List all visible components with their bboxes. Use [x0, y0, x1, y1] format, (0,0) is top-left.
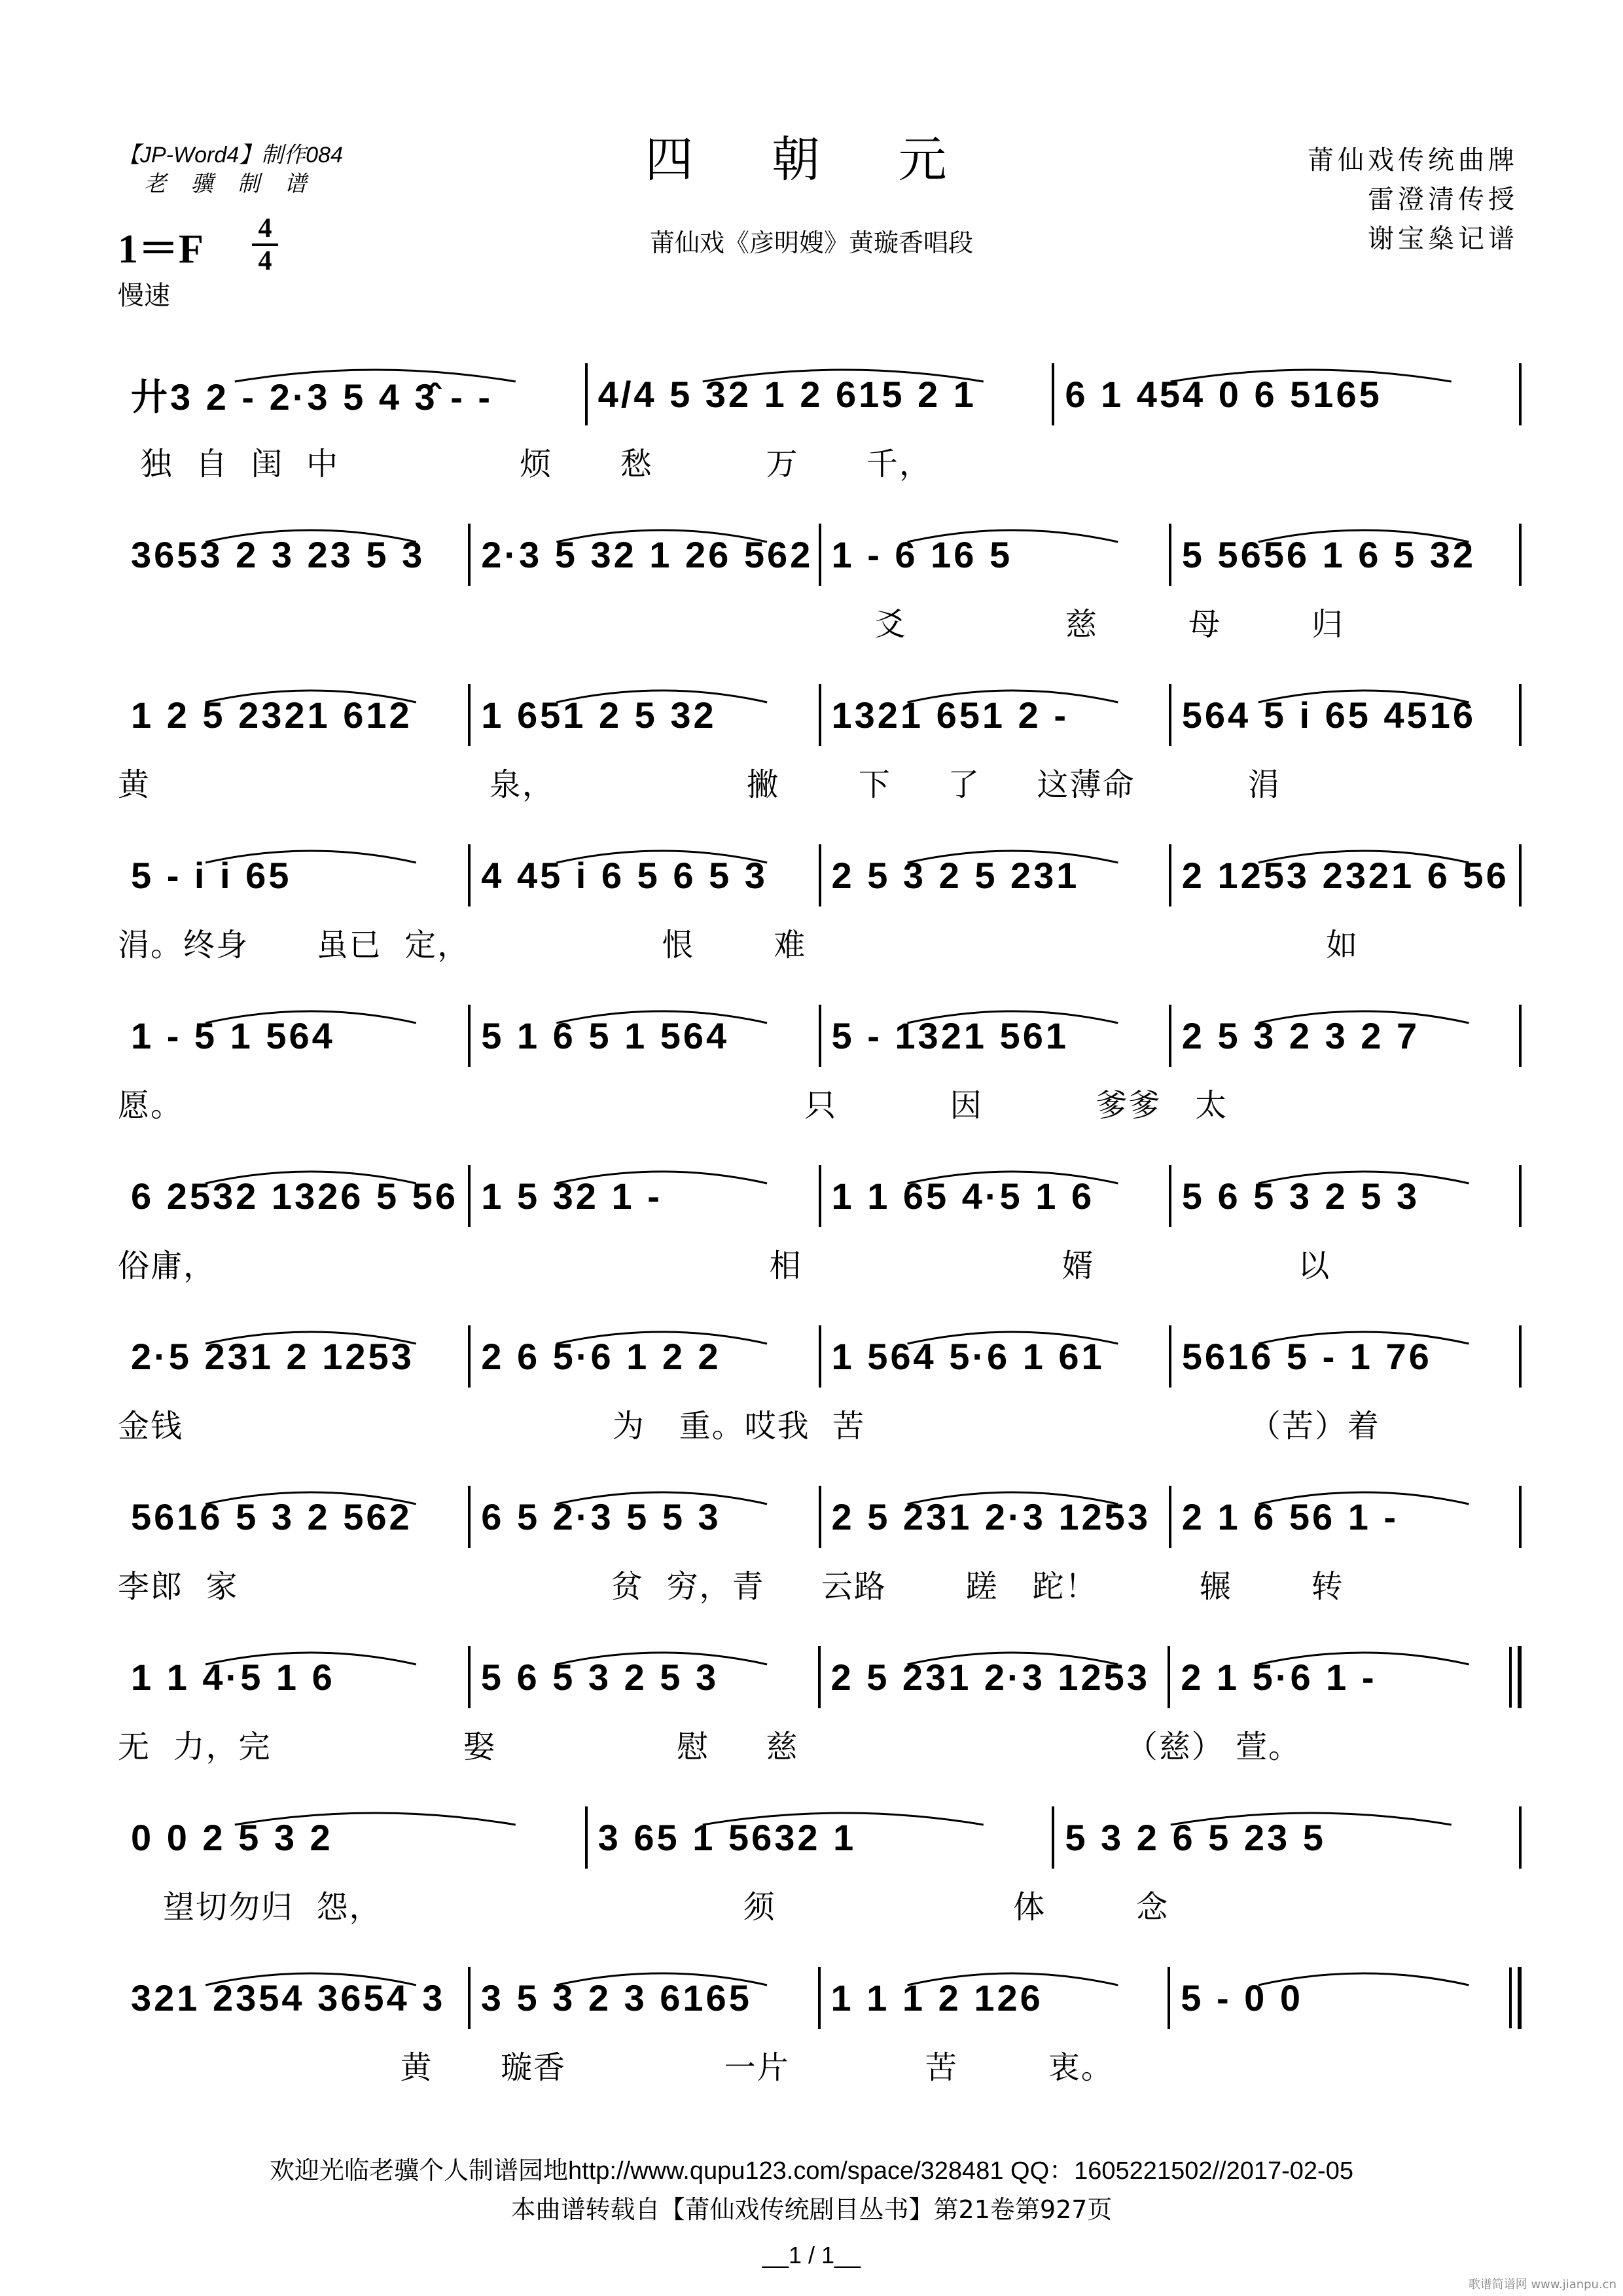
barline	[1519, 1486, 1522, 1548]
measure: 1321 651 2 -	[831, 694, 1069, 736]
measure: 5616 5 3 2 562	[131, 1496, 412, 1537]
measure: 1 - 5 1 564	[131, 1015, 335, 1056]
measure: 4/4 5 32 1 2 615 2 1	[597, 374, 976, 415]
tempo-marking: 慢速	[118, 281, 170, 311]
barline	[1519, 844, 1522, 906]
barline	[1519, 524, 1522, 586]
notation-line	[118, 1165, 1522, 1227]
measure: 2 5 231 2·3 1253	[831, 1496, 1150, 1537]
watermark: 歌谱简谱网 www.jianpu.cn	[1468, 2278, 1616, 2291]
credit-line-3: 谢宝燊记谱	[1368, 224, 1518, 254]
maker-line-1: 【JP-Word4】制作084	[118, 143, 343, 168]
maker-line-2: 老 骥 制 谱	[144, 171, 316, 196]
credits	[1308, 141, 1518, 259]
notation-system	[118, 1325, 1522, 1407]
page-number: __1 / 1__	[762, 2242, 861, 2269]
lyrics-line: 望切勿归 怨， 须 体 念	[118, 1889, 1169, 1926]
notation-system	[118, 1646, 1522, 1728]
notation-line	[118, 1646, 1522, 1708]
measure: 1 651 2 5 32	[481, 694, 717, 736]
notation-line	[118, 1486, 1522, 1548]
measure: 5616 5 - 1 76	[1181, 1336, 1432, 1377]
barline	[1519, 1325, 1522, 1388]
measure: 3653 2 3 23 5 3	[131, 534, 425, 575]
lyrics-line: 金钱 为 重。哎我 苦 （苦）着	[118, 1408, 1380, 1444]
notation-line	[118, 844, 1522, 906]
measure: 3 65 1 5632 1	[597, 1817, 857, 1858]
notation-system	[118, 1005, 1522, 1086]
credit-line-2: 雷澄清传授	[1368, 185, 1518, 215]
barline	[1519, 1806, 1522, 1869]
footer-website: 欢迎光临老骥个人制谱园地http://www.qupu123.com/space/328481 QQ：1605221502//2017-02-05	[270, 2157, 1353, 2185]
measure: 6 2532 1326 5 56	[131, 1175, 458, 1217]
barline	[1519, 1005, 1522, 1067]
measure: 564 5 i 65 4516	[1181, 694, 1476, 736]
lyrics-line: 黄 璇香 一片 苦 衷。	[118, 2049, 1114, 2086]
measure: 2·5 231 2 1253	[131, 1336, 414, 1377]
subtitle: 莆仙戏《彦明嫂》黄璇香唱段	[649, 228, 973, 257]
measure: 6 1 454 0 6 5165	[1065, 374, 1382, 415]
lyrics-line: 无 力，完 娶 慰 慈 （慈） 萱。	[118, 1729, 1302, 1765]
measure: 2 1 5·6 1 -	[1181, 1657, 1377, 1698]
measure: 0 0 2 5 3 2	[131, 1817, 333, 1858]
barline	[1518, 1646, 1522, 1708]
measure: 5 5656 1 6 5 32	[1181, 534, 1476, 575]
barline	[1518, 1967, 1522, 2029]
measure: 廾3 2 - 2·3 5 4 3̂ - -	[131, 376, 493, 418]
measure: 4 45 i 6 5 6 5 3	[481, 855, 768, 896]
measure: 5 3 2 6 5 23 5	[1065, 1817, 1326, 1858]
lyrics-line: 愿。 只 因 爹爹 太	[118, 1087, 1228, 1124]
measure: 5 6 5 3 2 5 3	[480, 1657, 719, 1698]
measure: 321 2354 3654 3	[131, 1977, 446, 2018]
lyrics-line: 涓。终身 虽已 定， 恨 难 如	[118, 927, 1359, 963]
credit-line-1: 莆仙戏传统曲牌	[1308, 145, 1518, 175]
measure: 1 2 5 2321 612	[131, 694, 412, 736]
measure: 5 1 6 5 1 564	[481, 1015, 730, 1056]
notation-system	[118, 1165, 1522, 1247]
barline	[1519, 684, 1522, 746]
measure: 2 1253 2321 6 56	[1181, 855, 1509, 896]
measure: 2 6 5·6 1 2 2	[481, 1336, 721, 1377]
notation-line	[118, 524, 1522, 586]
lyrics-line: 黄 泉， 撇 下 了 这薄命 涓	[118, 766, 1281, 803]
notation-system	[118, 1967, 1522, 2049]
notation-line	[118, 684, 1522, 746]
barline	[1519, 363, 1522, 425]
notation-system	[118, 524, 1522, 605]
notation-system	[118, 363, 1522, 445]
time-bottom: 4	[258, 246, 272, 276]
measure: 1 1 65 4·5 1 6	[831, 1175, 1095, 1217]
barline	[1519, 1165, 1522, 1227]
time-top: 4	[258, 213, 272, 243]
footer-source: 本曲谱转载自【莆仙戏传统剧目丛书】第21卷第927页	[510, 2195, 1113, 2224]
measure: 5 - i i 65	[131, 855, 292, 896]
measure: 2 5 3 2 5 231	[831, 855, 1080, 896]
notation-system	[118, 844, 1522, 926]
measure: 3 5 3 2 3 6165	[480, 1977, 752, 2018]
time-signature	[252, 215, 278, 275]
page-title: 四 朝 元	[645, 132, 978, 188]
notation-line	[118, 363, 1522, 425]
lyrics-line: 爻 慈 母 归	[118, 606, 1345, 643]
lyrics-line: 李郎 家 贫 穷，青 云路 蹉 跎！ 辗 转	[118, 1568, 1344, 1605]
measure: 5 - 0 0	[1181, 1977, 1304, 2018]
measure: 5 6 5 3 2 5 3	[1181, 1175, 1420, 1217]
notation-system	[118, 684, 1522, 766]
notation-line	[118, 1967, 1522, 2029]
measure: 2·3 5 32 1 26 562	[481, 534, 813, 575]
notation-line	[118, 1325, 1522, 1388]
notation-system	[118, 1806, 1522, 1888]
measure: 6 5 2·3 5 5 3	[481, 1496, 721, 1537]
notation-line	[118, 1806, 1522, 1869]
measure: 2 5 3 2 3 2 7	[1181, 1015, 1420, 1056]
lyrics-line: 独 自 闺 中 烦 愁 万 千，	[118, 446, 932, 482]
measure: 1 - 6 16 5	[831, 534, 1013, 575]
notation-system	[118, 1486, 1522, 1568]
key-signature: 1＝F	[118, 227, 204, 272]
measure: 1 564 5·6 1 61	[831, 1336, 1105, 1377]
measure: 1 1 4·5 1 6	[131, 1657, 335, 1698]
lyrics-line: 俗庸， 相 婿 以	[118, 1247, 1331, 1284]
measure: 5 - 1321 561	[831, 1015, 1069, 1056]
measure: 2 5 231 2·3 1253	[830, 1657, 1150, 1698]
measure: 1 5 32 1 -	[481, 1175, 662, 1217]
notation-line	[118, 1005, 1522, 1067]
measure: 1 1 1 2 126	[830, 1977, 1043, 2018]
measure: 2 1 6 56 1 -	[1181, 1496, 1399, 1537]
